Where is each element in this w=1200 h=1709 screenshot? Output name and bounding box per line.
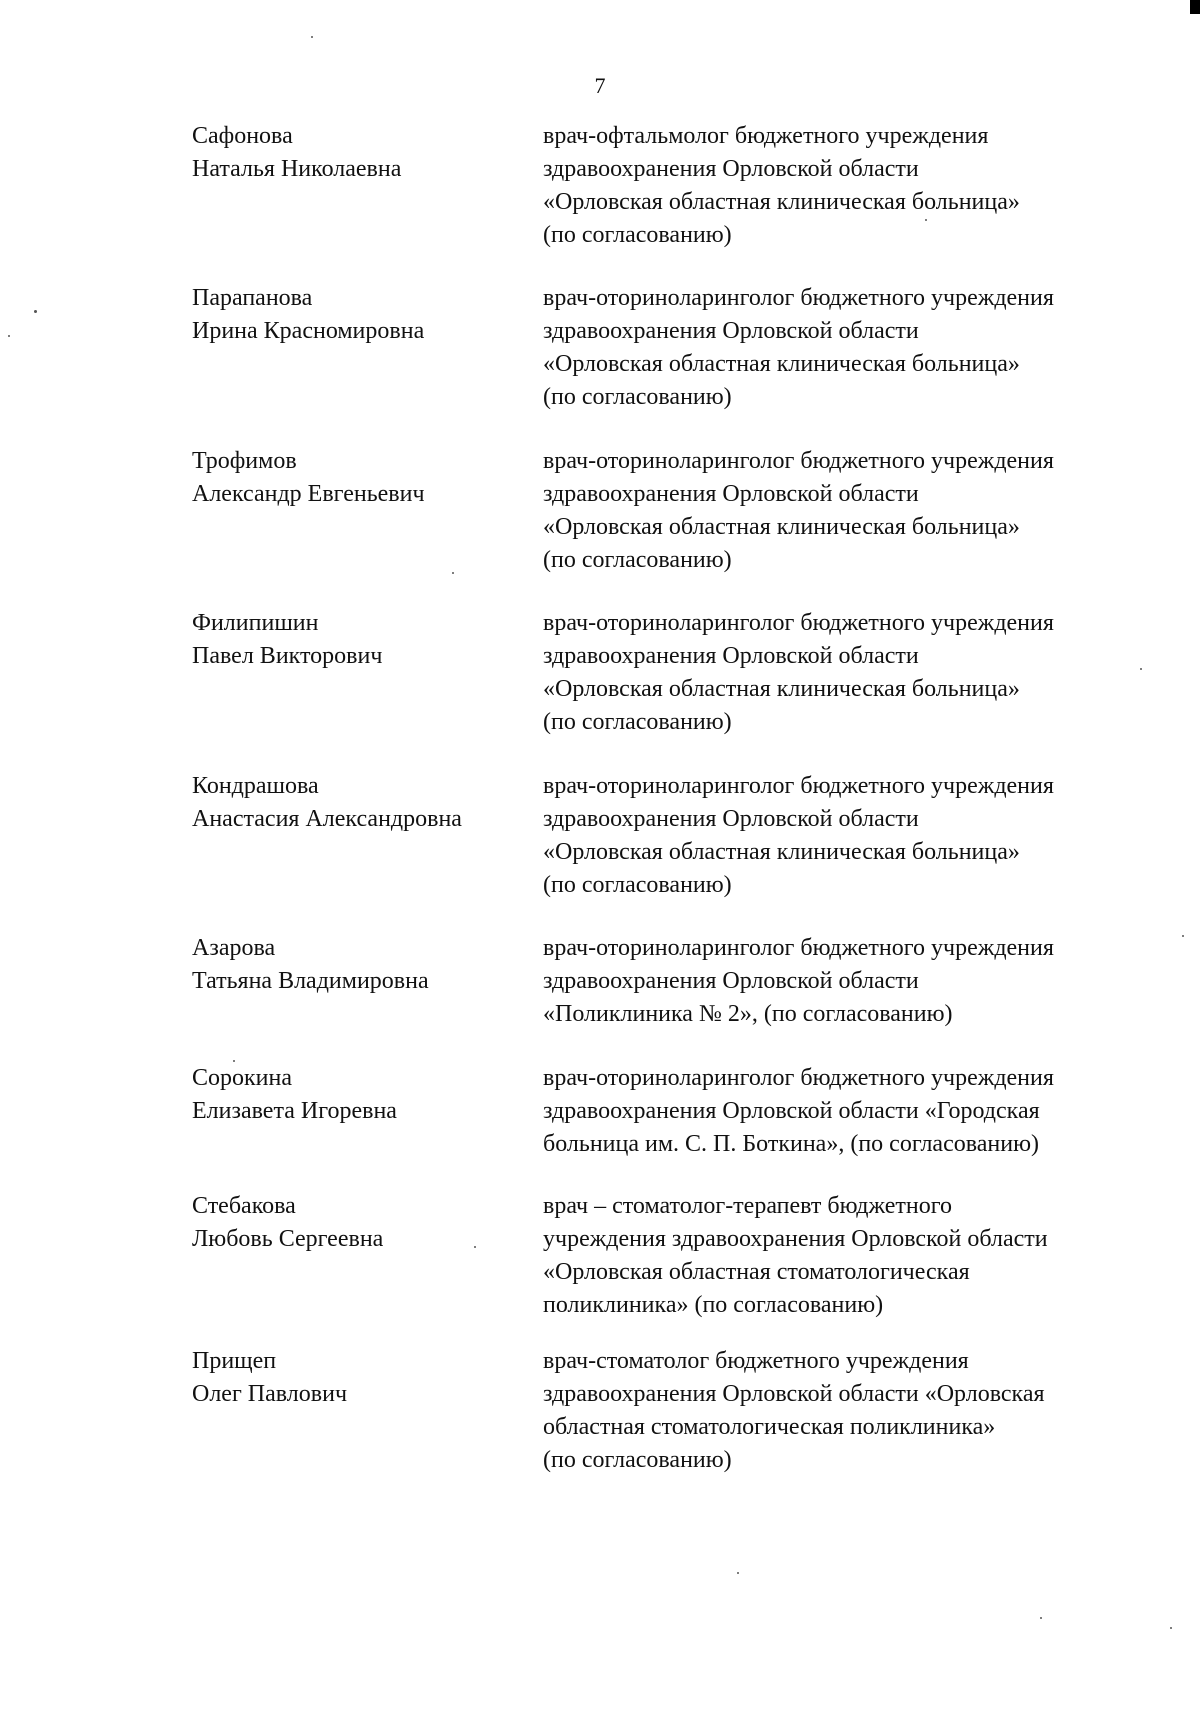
member-surname: Парапанова [192,285,313,311]
scan-speck [474,1246,476,1248]
position-line: «Орловская областная клиническая больница» [543,351,1020,377]
position-line: (по согласованию) [543,709,732,735]
position-line: здравоохранения Орловской области [543,806,919,832]
member-name [192,1345,542,1411]
member-surname: Трофимов [192,448,297,474]
member-position [543,1345,1183,1477]
member-position [543,445,1183,577]
position-line: (по согласованию) [543,872,732,898]
position-line: «Орловская областная клиническая больница» [543,839,1020,865]
member-position [543,1062,1183,1161]
member-name [192,445,542,511]
position-line: врач-оториноларинголог бюджетного учреждения [543,285,1054,311]
position-line: областная стоматологическая поликлиника» [543,1414,996,1440]
position-line: «Орловская областная клиническая больница» [543,676,1020,702]
member-name [192,607,542,673]
position-line: врач-офтальмолог бюджетного учреждения [543,123,989,149]
committee-member-entry [0,1062,1200,1157]
scan-corner-mark [1190,0,1200,14]
position-line: здравоохранения Орловской области [543,643,919,669]
position-line: (по согласованию) [543,384,732,410]
member-given-names: Татьяна Владимировна [192,968,429,994]
member-name [192,770,542,836]
scan-speck [1040,1617,1042,1619]
member-name [192,1062,542,1128]
member-surname: Азарова [192,935,276,961]
member-surname: Прищеп [192,1348,277,1374]
scan-speck [311,36,313,38]
member-given-names: Ирина Красномировна [192,318,425,344]
position-line: здравоохранения Орловской области [543,318,919,344]
page-number: 7 [594,73,606,98]
member-given-names: Олег Павлович [192,1381,348,1407]
position-line: (по согласованию) [543,1447,732,1473]
committee-member-entry [0,445,1200,573]
committee-member-entry [0,120,1200,248]
scan-speck [1170,1627,1172,1629]
position-line: (по согласованию) [543,547,732,573]
member-name [192,282,542,348]
member-position [543,282,1183,414]
position-line: (по согласованию) [543,222,732,248]
position-line: врач-оториноларинголог бюджетного учреждения [543,935,1054,961]
committee-member-entry [0,932,1200,1027]
position-line: учреждения здравоохранения Орловской области [543,1226,1048,1252]
scan-speck [1140,668,1142,670]
committee-member-entry [0,770,1200,898]
scan-speck [8,335,10,337]
member-name [192,1190,542,1256]
position-line: врач-оториноларинголог бюджетного учреждения [543,610,1054,636]
member-position [543,120,1183,252]
scan-speck [452,572,454,574]
scan-speck [1182,935,1184,937]
committee-member-entry [0,1345,1200,1473]
position-line: поликлиника» (по согласованию) [543,1292,884,1318]
member-surname: Сорокина [192,1065,293,1091]
position-line: здравоохранения Орловской области «Городская [543,1098,1040,1124]
position-line: здравоохранения Орловской области [543,481,919,507]
member-given-names: Анастасия Александровна [192,806,462,832]
member-surname: Сафонова [192,123,293,149]
committee-member-entry [0,282,1200,410]
member-surname: Филипишин [192,610,319,636]
position-line: врач-оториноларинголог бюджетного учреждения [543,773,1054,799]
position-line: «Орловская областная клиническая больница» [543,514,1020,540]
position-line: врач-оториноларинголог бюджетного учреждения [543,448,1054,474]
scan-speck [737,1572,739,1574]
position-line: врач-стоматолог бюджетного учреждения [543,1348,969,1374]
scan-speck [925,219,927,221]
scan-speck [34,310,37,313]
scan-speck [233,1060,235,1062]
member-given-names: Павел Викторович [192,643,383,669]
member-position [543,1190,1183,1322]
position-line: здравоохранения Орловской области «Орловская [543,1381,1045,1407]
member-position [543,932,1183,1031]
position-line: больница им. С. П. Боткина», (по согласованию) [543,1131,1039,1157]
position-line: «Орловская областная стоматологическая [543,1259,970,1285]
position-line: «Поликлиника № 2», (по согласованию) [543,1001,953,1027]
member-name [192,932,542,998]
member-position [543,607,1183,739]
member-surname: Кондрашова [192,773,319,799]
member-name [192,120,542,186]
position-line: «Орловская областная клиническая больница» [543,189,1020,215]
committee-member-entry [0,607,1200,735]
member-position [543,770,1183,902]
position-line: здравоохранения Орловской области [543,968,919,994]
member-given-names: Любовь Сергеевна [192,1226,384,1252]
member-given-names: Александр Евгеньевич [192,481,425,507]
position-line: врач-оториноларинголог бюджетного учреждения [543,1065,1054,1091]
member-given-names: Елизавета Игоревна [192,1098,397,1124]
member-given-names: Наталья Николаевна [192,156,402,182]
position-line: врач – стоматолог-терапевт бюджетного [543,1193,953,1219]
committee-member-entry [0,1190,1200,1318]
member-surname: Стебакова [192,1193,296,1219]
position-line: здравоохранения Орловской области [543,156,919,182]
